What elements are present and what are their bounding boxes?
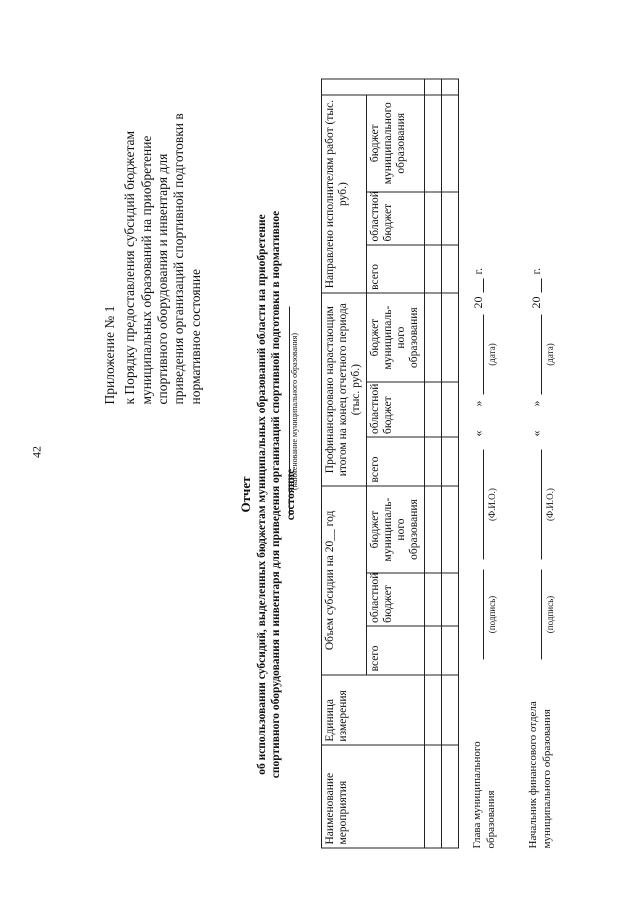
- year-line: [483, 279, 484, 293]
- table-cell: [424, 293, 441, 381]
- table-cell: [424, 675, 441, 745]
- quote-open: «: [471, 430, 485, 437]
- signature-line: [541, 570, 542, 660]
- header-extra: [322, 79, 425, 95]
- subheader-municipal: бюджет муниципаль-ного образования: [366, 486, 424, 573]
- table-cell: [424, 573, 441, 626]
- subheader-total: всего: [366, 245, 424, 293]
- subheader-municipal: бюджет муниципального образования: [366, 95, 424, 192]
- signature-caption: (подпись): [545, 595, 555, 634]
- table-cell: [424, 192, 441, 245]
- table-cell: [441, 192, 458, 245]
- name-caption: (Ф.И.О.): [545, 488, 555, 521]
- table-cell: [424, 95, 441, 192]
- table-cell: [441, 293, 458, 381]
- subheader-regional: областной бюджет: [366, 192, 424, 245]
- table-cell: [424, 79, 441, 95]
- table-cell: [424, 626, 441, 674]
- date-caption: (дата): [487, 343, 497, 366]
- year-prefix: 20: [529, 296, 543, 309]
- table-cell: [441, 95, 458, 192]
- signature-caption: (подпись): [487, 595, 497, 634]
- quote-close: »: [471, 400, 485, 407]
- subheader-regional: областной бюджет: [366, 573, 424, 626]
- year-suffix: г.: [471, 267, 485, 275]
- signature-block-finance: [527, 0, 587, 905]
- quote-close: »: [529, 400, 543, 407]
- table-cell: [441, 382, 458, 438]
- table-cell: [424, 245, 441, 293]
- signature-line: [483, 570, 484, 660]
- signature-label: Начальник финансового отдела муниципального образования: [527, 701, 553, 849]
- signature-label: Глава муниципального образования: [471, 741, 497, 849]
- header-directed: Направлено исполнителям работ (тыс. руб.): [322, 95, 367, 294]
- table-cell: [424, 382, 441, 438]
- report-table: [321, 79, 459, 849]
- table-cell: [441, 573, 458, 626]
- appendix-text: к Порядку предоставления субсидий бюджетам муниципальных образований на приобретение спортивного оборудования и инвентаря для приведения организаций спортивной подготовки в нормативное состояние: [122, 113, 203, 405]
- year-line: [541, 279, 542, 293]
- table-cell: [424, 486, 441, 573]
- municipality-field: [289, 307, 299, 517]
- date-line: [483, 315, 484, 395]
- table-cell: [441, 245, 458, 293]
- table-cell: [441, 626, 458, 674]
- name-caption: (Ф.И.О.): [487, 488, 497, 521]
- header-subsidy-volume: Объем субсидии на 20__ год: [322, 486, 367, 675]
- subheader-regional: областной бюджет: [366, 382, 424, 438]
- subheader-municipal: бюджет муниципаль-ного образования: [366, 293, 424, 381]
- quote-open: «: [529, 430, 543, 437]
- appendix-number: Приложение № 1: [102, 305, 117, 405]
- header-unit: Единица измерения: [322, 675, 425, 745]
- report-title: Отчет: [238, 476, 253, 513]
- appendix-block: [102, 89, 204, 405]
- name-line: [541, 450, 542, 560]
- header-financed: Профинансировано нарастающим итогом на конец отчетного периода (тыс. руб.): [322, 293, 367, 486]
- year-prefix: 20: [471, 296, 485, 309]
- date-caption: (дата): [545, 343, 555, 366]
- signature-block-head: [469, 0, 529, 905]
- table-row: [424, 79, 441, 848]
- table-cell: [441, 675, 458, 745]
- table-cell: [441, 79, 458, 95]
- date-line: [541, 315, 542, 395]
- table-cell: [441, 486, 458, 573]
- year-suffix: г.: [529, 267, 543, 275]
- table-row: [441, 79, 458, 848]
- table-cell: [441, 438, 458, 486]
- header-event-name: Наименование мероприятия: [322, 745, 425, 848]
- municipality-caption: (наименование муниципального образования): [290, 333, 299, 490]
- table-cell: [441, 745, 458, 848]
- subheader-total: всего: [366, 626, 424, 674]
- name-line: [483, 450, 484, 560]
- report-subtitle: об использовании субсидий, выделенных бюджетам муниципальных образований области на приобретение спортивного оборудования и инвентаря для приведения организаций спортивной подготовки в нормативное состояние: [256, 210, 297, 779]
- page-number: 42: [29, 446, 44, 458]
- subheader-total: всего: [366, 438, 424, 486]
- table-cell: [424, 745, 441, 848]
- table-cell: [424, 438, 441, 486]
